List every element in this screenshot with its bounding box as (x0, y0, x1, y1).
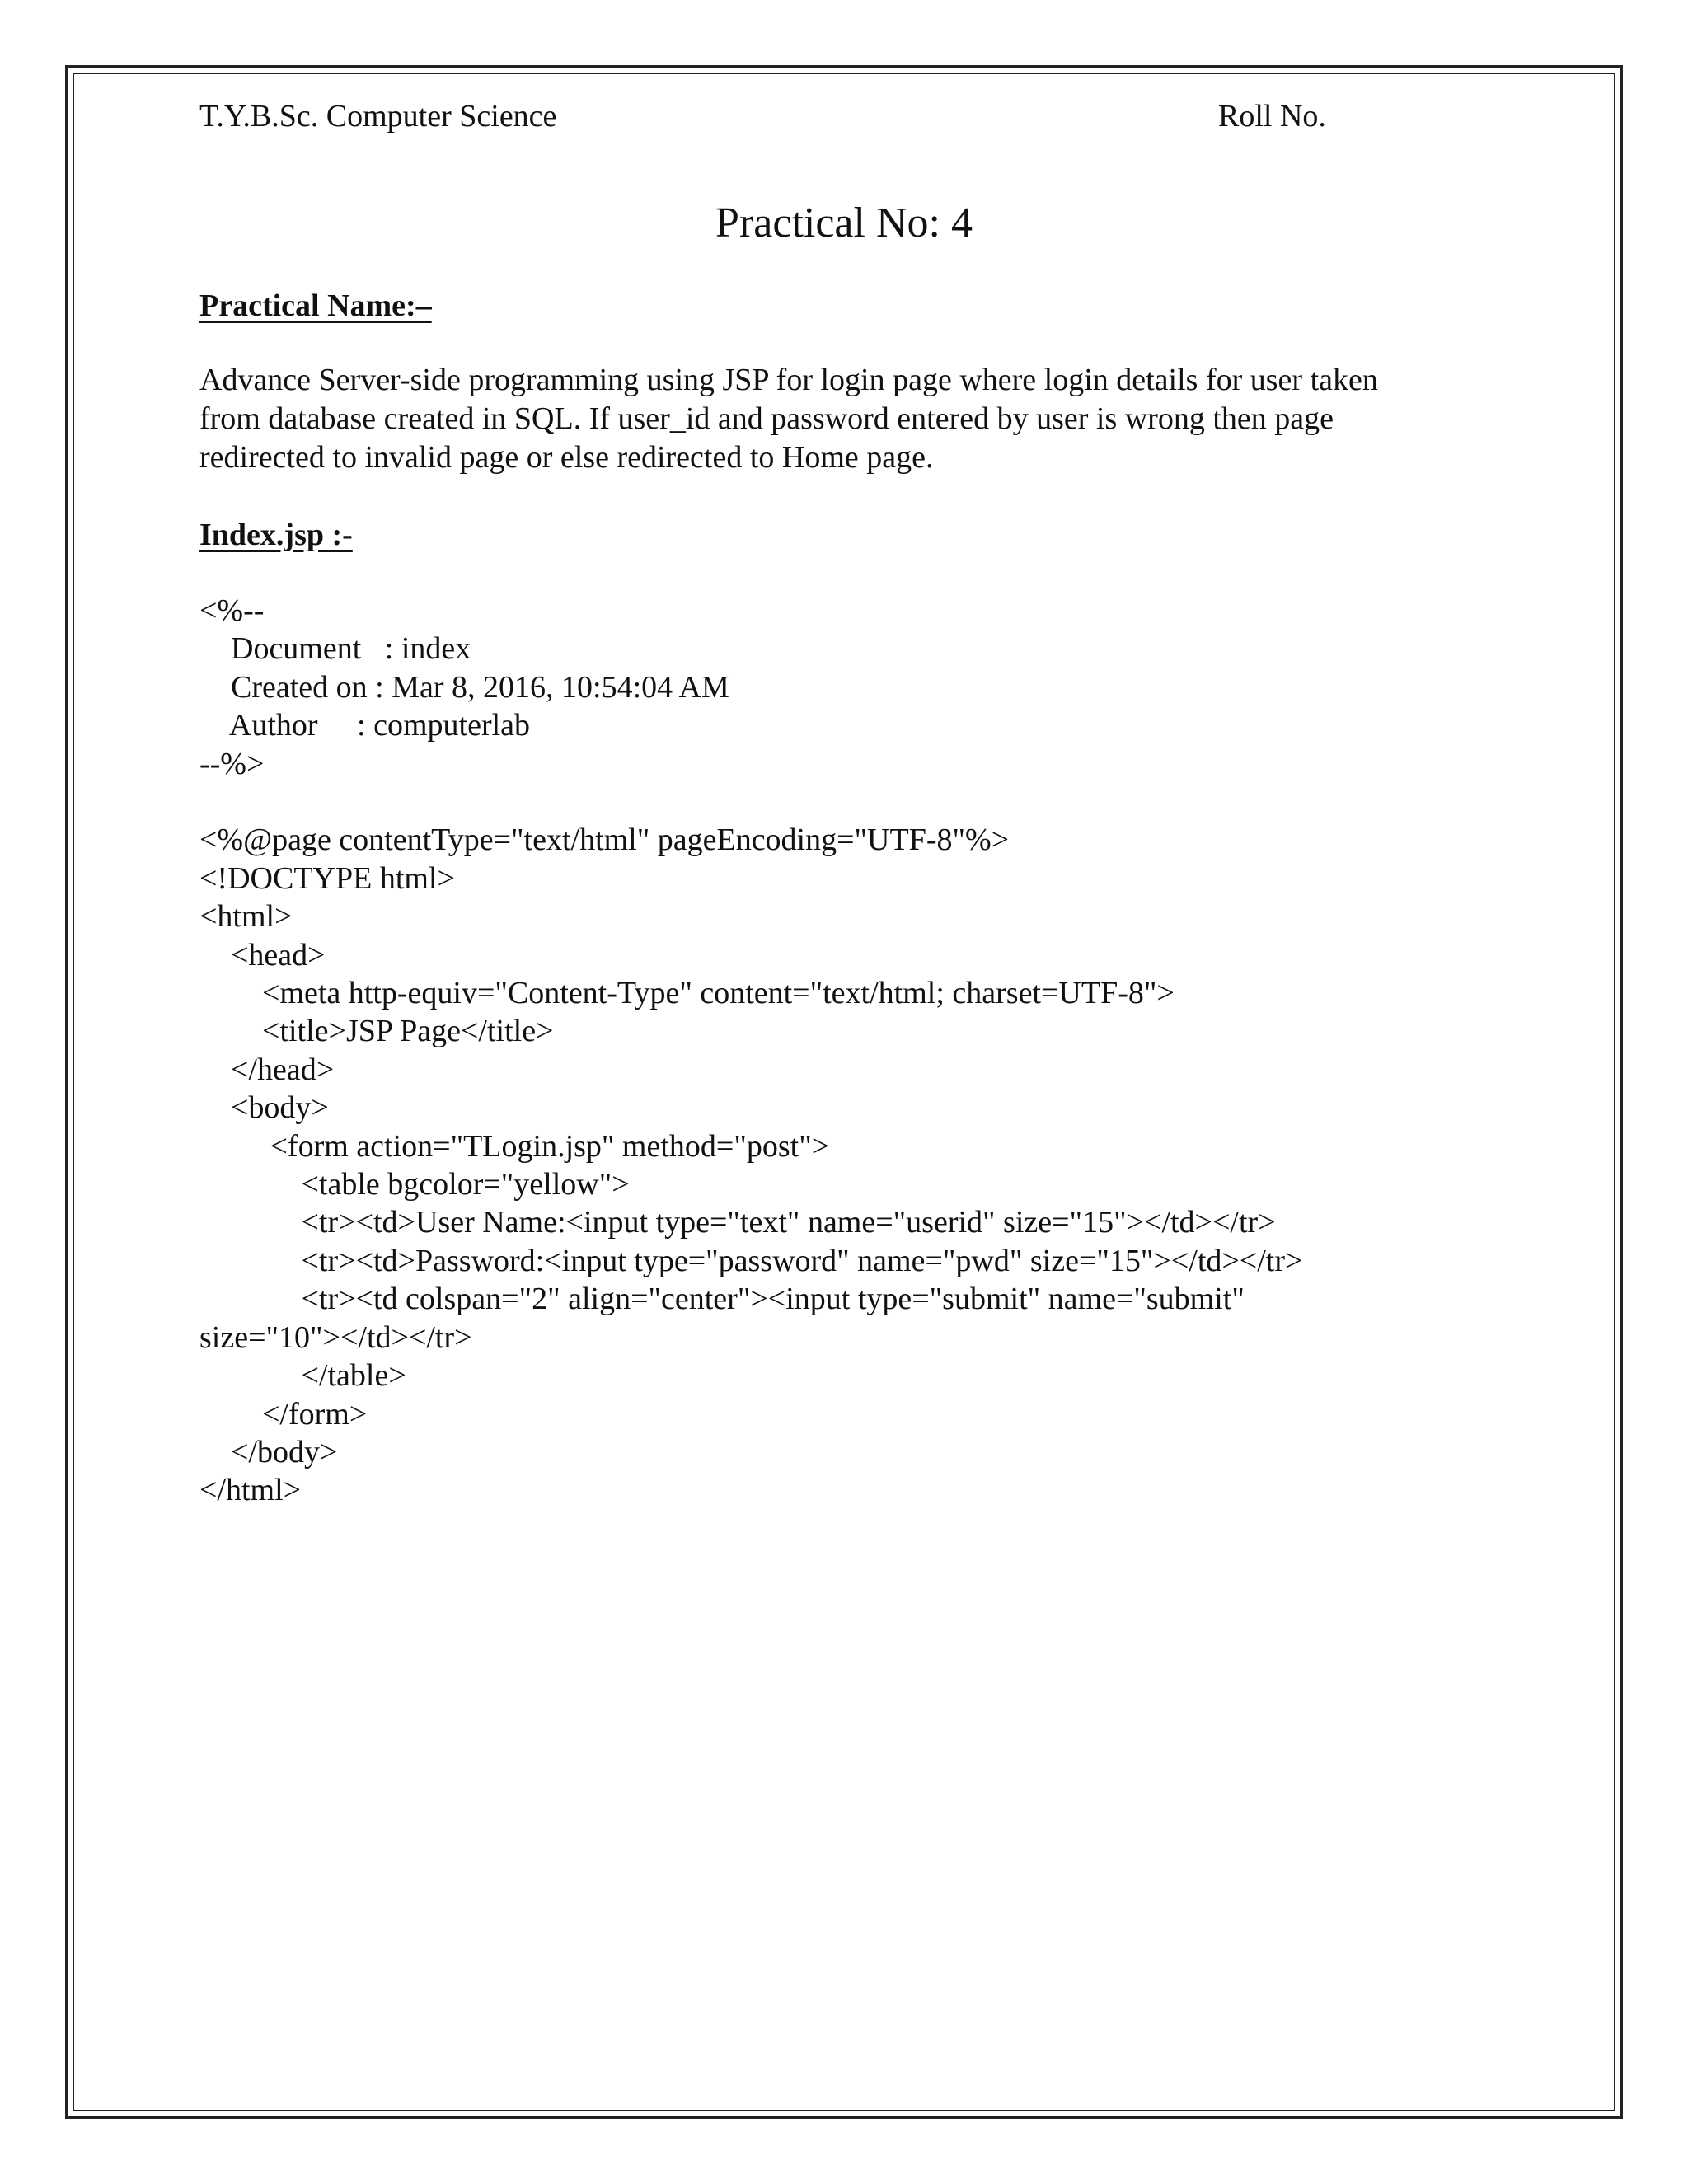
course-header: T.Y.B.Sc. Computer Science (199, 99, 557, 134)
code-line: <%@page contentType="text/html" pageEncoding="UTF-8"%> (199, 823, 1010, 858)
code-line: </head> (199, 1052, 335, 1087)
code-line: <body> (199, 1090, 329, 1126)
code-line: <tr><td>Password:<input type="password" name="pwd" size="15"></td></tr> (199, 1243, 1303, 1278)
roll-no-label: Roll No. (1218, 99, 1326, 134)
code-line: Created on : Mar 8, 2016, 10:54:04 AM (199, 669, 729, 705)
code-line: Document : index (199, 631, 471, 667)
code-line: </body> (199, 1434, 338, 1469)
code-line: </html> (199, 1473, 302, 1508)
code-line: <tr><td>User Name:<input type="text" name="userid" size="15"></td></tr> (199, 1205, 1276, 1240)
file-heading: Index.jsp :- (199, 518, 353, 552)
code-line: <title>JSP Page</title> (199, 1014, 554, 1049)
code-line: size="10"></td></tr> (199, 1319, 472, 1355)
practical-description (199, 361, 1518, 477)
code-line: <%-- (199, 593, 265, 628)
code-listing (199, 592, 1559, 1510)
description-line: from database created in SQL. If user_id and password entered by user is wrong then page (199, 401, 1334, 436)
code-line: --%> (199, 746, 265, 781)
code-line: <tr><td colspan="2" align="center"><input type="submit" name="submit" (199, 1282, 1245, 1317)
code-line: <table bgcolor="yellow"> (199, 1167, 630, 1202)
description-line: redirected to invalid page or else redirected to Home page. (199, 440, 934, 475)
code-line: </table> (199, 1358, 406, 1394)
page-title: Practical No: 4 (715, 199, 973, 246)
code-line: <html> (199, 899, 293, 935)
code-line (199, 783, 1559, 821)
code-line: <head> (199, 937, 326, 972)
code-line: <meta http-equiv="Content-Type" content="text/html; charset=UTF-8"> (199, 976, 1175, 1011)
code-line: <form action="TLogin.jsp" method="post"> (199, 1128, 830, 1164)
code-line: Author : computerlab (199, 708, 531, 743)
code-line: <!DOCTYPE html> (199, 860, 455, 896)
practical-name-heading: Practical Name:– (199, 288, 432, 323)
code-line: </form> (199, 1396, 368, 1432)
description-line: Advance Server-side programming using JSP for login page where login details for user taken (199, 363, 1378, 397)
